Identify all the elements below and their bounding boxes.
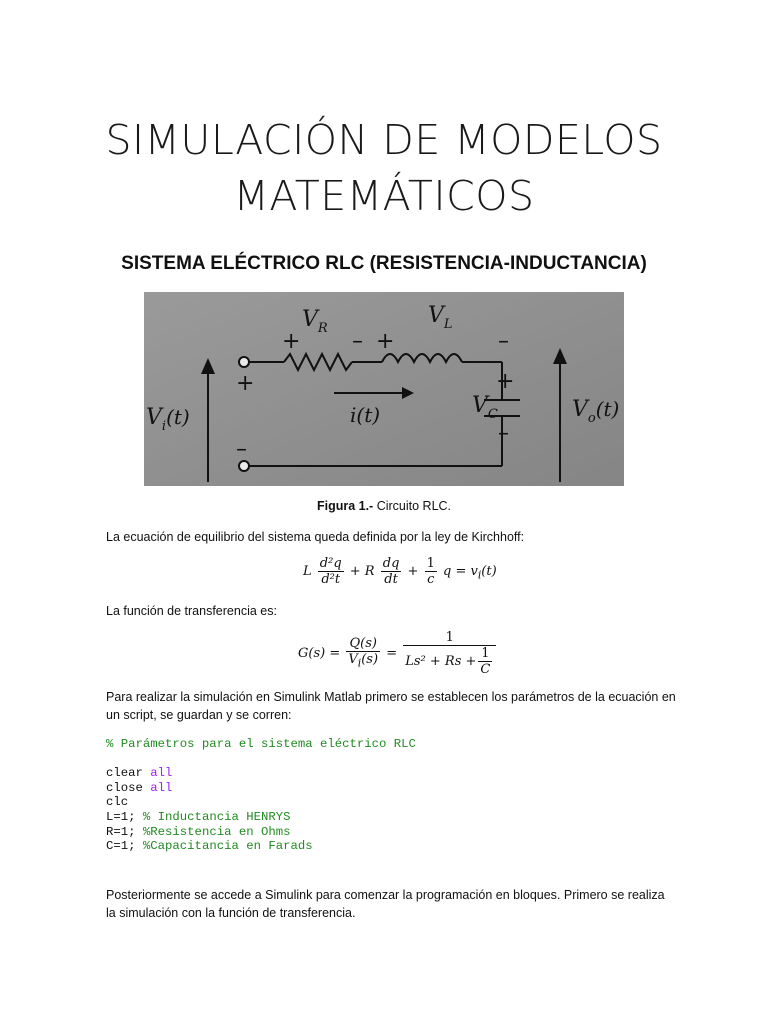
title-line-2: MATEMÁTICOS (233, 172, 535, 220)
code-R-comment: %Resistencia en Ohms (142, 824, 291, 839)
eq2-den-2: Ls² + Rs + $\frac{1}{C}$ (405, 646, 491, 677)
eq1-frac-3 (425, 556, 437, 587)
eq1-num-3: 1 (426, 556, 435, 571)
eq1-plus: + (407, 564, 423, 579)
figure-background (144, 292, 624, 486)
eq1-den-2: dt (384, 572, 398, 587)
eq2-frac-2 (403, 630, 496, 677)
section-heading: SISTEMA ELÉCTRICO RLC (RESISTENCIA-INDUCTANCIA) (121, 253, 647, 274)
capacitor-plus-sign: + (496, 369, 515, 394)
paragraph-simulink-blocks: Posteriormente se accede a Simulink para comenzar la programación en bloques. Primero se realiza la simulación con la función de transferencia. (106, 888, 665, 920)
code-close: close (106, 780, 151, 795)
label-current: i(t) (350, 403, 381, 427)
eq1-num-1: d²q (319, 556, 342, 571)
code-comment-header: % Parámetros para el sistema eléctrico RLC (106, 737, 416, 751)
label-vl: $V_L$ (428, 303, 453, 332)
inductor-plus-sign: + (376, 329, 395, 354)
code-C: C=1; (106, 839, 143, 854)
matlab-code-block (106, 737, 416, 854)
eq1-num-2: dq (382, 556, 400, 571)
transfer-function-equation (298, 630, 498, 677)
code-L-comment: % Inductancia HENRYS (142, 809, 291, 824)
rlc-circuit-figure (144, 292, 624, 486)
eq2-lhs: G(s) = (298, 646, 341, 661)
resistor-plus-sign: + (282, 329, 301, 354)
code-clear-kw: all (150, 766, 173, 781)
eq1-rhs: q = v (443, 564, 478, 579)
code-C-comment: %Capacitancia en Farads (142, 839, 313, 854)
eq1-den-1: d²t (321, 572, 341, 587)
eq1-rhs-sub: i (477, 568, 482, 582)
code-clear: clear (106, 766, 151, 781)
caption-label: Figura 1.- (316, 499, 374, 513)
label-vr: $V_R$ (302, 307, 328, 336)
paragraph-transfer: La función de transferencia es: (106, 604, 277, 618)
eq1-plus-r: + R (349, 564, 375, 579)
paragraph-kirchhoff: La ecuación de equilibrio del sistema queda definida por la ley de Kirchhoff: (106, 530, 525, 544)
eq2-equals: = (386, 646, 398, 661)
label-vc: $V_C$ (472, 393, 498, 422)
eq2-num-1: Q(s) (346, 636, 380, 652)
inductor-minus-sign: – (498, 329, 509, 354)
code-close-kw: all (150, 780, 173, 795)
eq2-den-1: $V_i(s)$ (348, 652, 379, 670)
resistor-minus-sign: – (352, 329, 363, 354)
code-R: R=1; (106, 824, 143, 839)
eq2-num-2: 1 (403, 630, 496, 646)
eq2-inner-frac: $\frac{1}{C}$ (480, 646, 491, 677)
source-minus-sign: – (236, 437, 247, 462)
figure-caption (0, 499, 768, 513)
eq1-L: L (303, 564, 312, 579)
eq2-frac-1 (346, 636, 380, 671)
source-plus-sign: + (236, 371, 255, 396)
label-vi: $V_i(t)$ (146, 405, 190, 434)
eq1-den-3: c (427, 572, 435, 587)
eq1-frac-1 (318, 556, 344, 587)
rlc-circuit-drawing (144, 292, 624, 486)
eq1-rhs-arg: (t) (481, 564, 497, 579)
paragraph-simulink-script: Para realizar la simulación en Simulink Matlab primero se establecen los parámetros de la ecuación en un script, se guardan y se corren: (106, 690, 676, 722)
page-title (0, 112, 768, 224)
title-line-1: SIMULACIÓN DE MODELOS (105, 116, 663, 164)
code-L: L=1; (106, 809, 143, 824)
eq1-frac-2 (381, 556, 402, 587)
label-vo: $V_o(t)$ (572, 397, 620, 426)
equilibrium-equation (303, 556, 497, 587)
caption-text: Circuito RLC. (373, 499, 452, 513)
code-clc: clc (106, 795, 129, 810)
capacitor-minus-sign: – (498, 421, 509, 446)
